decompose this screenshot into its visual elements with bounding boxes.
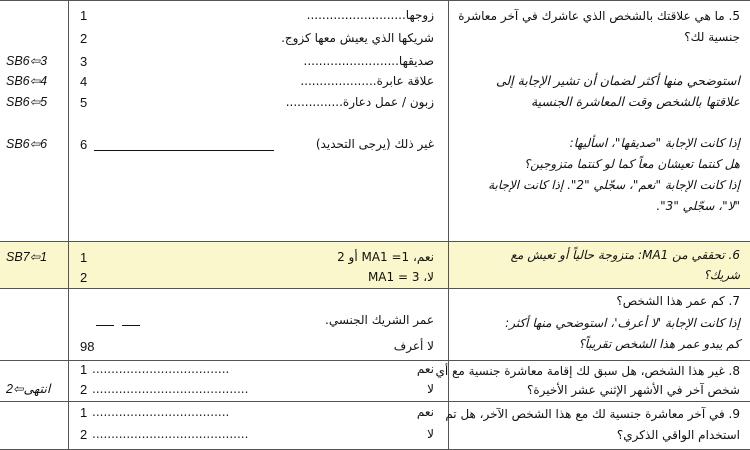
option-label: زبون / عمل دعارة...............	[285, 95, 434, 109]
dont-know-code[interactable]: 98	[80, 339, 95, 354]
option-label: نعم، 1= MA1 أو 2	[337, 250, 434, 264]
column-divider	[68, 0, 69, 450]
instruction-text: استوضحي منها أكثر لضمان أن تشير الإجابة إلى	[495, 73, 740, 88]
question-text: شريك؟	[703, 268, 740, 282]
skip-instruction: SB6⇦4	[6, 74, 48, 88]
leader-dots: .........................................	[92, 427, 249, 441]
option-label: زوجها..........................	[306, 8, 434, 22]
age-input-box[interactable]	[122, 325, 140, 326]
dont-know-label: لا أعرف	[393, 339, 434, 353]
row-divider	[0, 241, 750, 242]
age-input-box[interactable]	[96, 325, 114, 326]
option-code[interactable]: 1	[80, 362, 88, 377]
skip-instruction: SB6⇦6	[6, 137, 48, 151]
question-text: استخدام الواقي الذكري؟	[616, 428, 740, 442]
option-code[interactable]: 2	[80, 382, 88, 397]
option-label: شريكها الذي يعيش معها كزوج.	[281, 31, 434, 45]
option-label: صديقها.........................	[303, 54, 434, 68]
question-text: 9. في آخر معاشرة جنسية لك مع هذا الشخص الآخر، هل تم	[445, 407, 740, 421]
instruction-text: "لا"، سجّلي "3".	[656, 199, 740, 213]
option-code[interactable]: 2	[80, 31, 88, 46]
option-label: لا	[427, 427, 434, 441]
leader-dots: ....................................	[92, 362, 230, 376]
option-code[interactable]: 1	[80, 250, 88, 265]
question-text: جنسية لك؟	[684, 30, 740, 44]
option-label: علاقة عابرة....................	[300, 74, 434, 88]
specify-blank-line[interactable]	[94, 150, 274, 151]
age-label: عمر الشريك الجنسي.	[325, 313, 434, 327]
question-text: 7. كم عمر هذا الشخص؟	[616, 294, 740, 308]
skip-instruction: 2⇦انتهى	[6, 382, 51, 396]
option-code[interactable]: 2	[80, 427, 88, 442]
instruction-text: كم يبدو عمر هذا الشخص تقريباً؟	[578, 337, 740, 351]
row-divider	[0, 288, 750, 289]
option-label: لا، 3 = MA1	[367, 270, 434, 284]
option-label: لا	[427, 382, 434, 396]
option-code[interactable]: 5	[80, 95, 88, 110]
row-divider	[0, 401, 750, 402]
option-code[interactable]: 6	[80, 137, 88, 152]
option-code[interactable]: 3	[80, 54, 88, 69]
skip-instruction: SB6⇦3	[6, 54, 48, 68]
instruction-text: إذا كانت الإجابة 'لا أعرف'، استوضحي منها أكثر:	[505, 316, 740, 330]
option-label: نعم	[416, 362, 434, 376]
instruction-text: إذا كانت الإجابة "نعم"، سجّلي "2". إذا كانت الإجابة	[488, 178, 740, 192]
option-label: نعم	[416, 405, 434, 419]
option-label: غير ذلك (يرجى التحديد)	[315, 137, 434, 151]
option-code[interactable]: 4	[80, 74, 88, 89]
row-divider	[0, 0, 750, 1]
option-code[interactable]: 1	[80, 8, 88, 23]
instruction-text: هل كنتما تعيشان معاً كما لو كنتما متزوجين؟	[523, 157, 740, 171]
skip-instruction: SB7⇦1	[6, 250, 48, 264]
row-divider	[0, 360, 750, 361]
leader-dots: ....................................	[92, 405, 230, 419]
instruction-text: علاقتها بالشخص وقت المعاشرة الجنسية	[530, 94, 740, 109]
skip-instruction: SB6⇦5	[6, 95, 48, 109]
option-code[interactable]: 1	[80, 405, 88, 420]
question-text: شخص آخر في الأشهر الإثني عشر الأخيرة؟	[526, 383, 740, 397]
option-code[interactable]: 2	[80, 270, 88, 285]
question-text: 8. غير هذا الشخص، هل سبق لك إقامة معاشرة جنسية مع أي	[435, 364, 740, 378]
leader-dots: .........................................	[92, 382, 249, 396]
question-text: 6. تحققي من MA1: متزوجة حالياً أو تعيش مع	[510, 248, 740, 262]
instruction-text: إذا كانت الإجابة "صديقها"، اسأليها:	[569, 136, 740, 150]
question-text: 5. ما هي علاقتك بالشخص الذي عاشرك في آخر معاشرة	[458, 9, 740, 23]
